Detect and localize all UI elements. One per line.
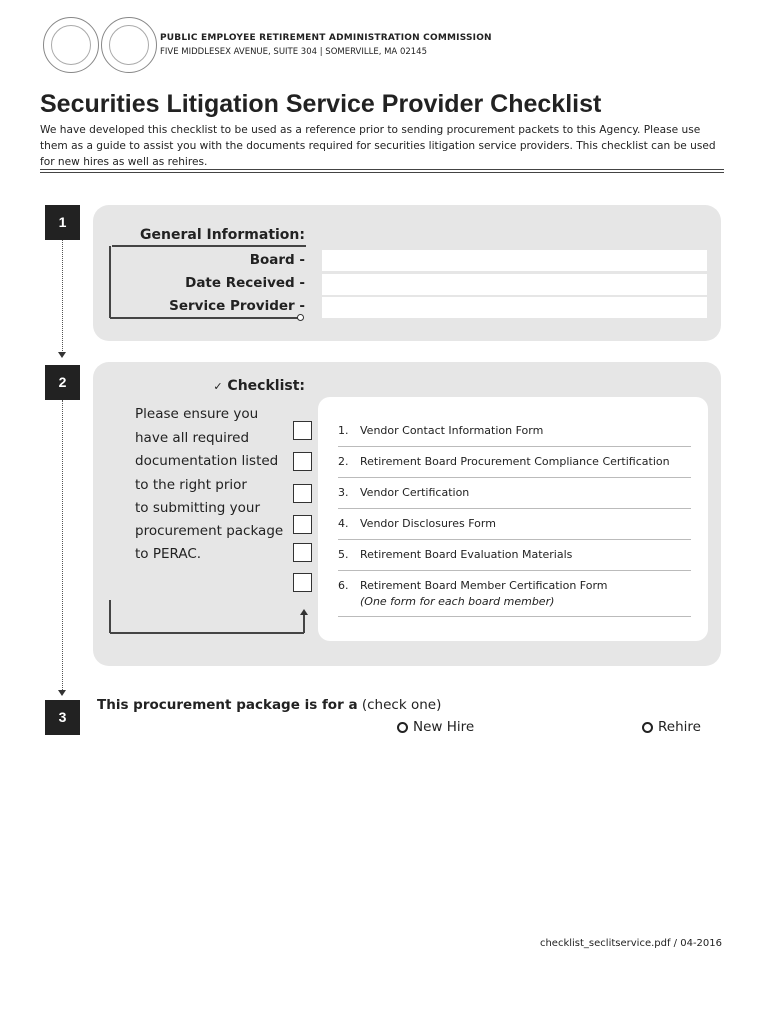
divider	[40, 172, 724, 173]
connector-line	[62, 240, 63, 353]
separator	[338, 446, 691, 447]
separator	[338, 477, 691, 478]
org-name: PUBLIC EMPLOYEE RETIREMENT ADMINISTRATION COMMISSION	[160, 33, 492, 43]
instruction-text: to submitting your	[135, 500, 261, 516]
arrow-down-icon	[58, 352, 66, 358]
perac-seal-logo	[43, 17, 99, 73]
checkbox-item-3[interactable]	[293, 484, 312, 503]
bracket-line	[110, 317, 298, 319]
item-number: 1.	[338, 424, 349, 437]
radio-circle-icon	[397, 722, 408, 733]
checkbox-item-2[interactable]	[293, 452, 312, 471]
instruction-text: Please ensure you	[135, 406, 259, 422]
separator	[338, 539, 691, 540]
board-field[interactable]	[322, 250, 707, 271]
date-received-field[interactable]	[322, 274, 707, 295]
general-info-panel	[93, 205, 721, 341]
item-label: Retirement Board Procurement Compliance Certification	[360, 455, 670, 468]
separator	[338, 616, 691, 617]
bracket-line	[112, 245, 306, 247]
instruction-text: documentation listed	[135, 453, 279, 469]
bracket-line	[109, 600, 111, 633]
board-label: Board -	[249, 252, 305, 268]
massachusetts-seal-logo	[101, 17, 157, 73]
footer-filename: checklist_seclitservice.pdf / 04-2016	[539, 938, 722, 949]
checkbox-item-5[interactable]	[293, 543, 312, 562]
bracket-end-icon	[297, 314, 304, 321]
org-address: FIVE MIDDLESEX AVENUE, SUITE 304 | SOMERVILLE, MA 02145	[160, 47, 427, 57]
checkbox-item-1[interactable]	[293, 421, 312, 440]
separator	[338, 508, 691, 509]
general-info-heading: General Information:	[140, 227, 305, 243]
item-number: 3.	[338, 486, 349, 499]
instruction-text: have all required	[135, 430, 250, 446]
item-number: 2.	[338, 455, 349, 468]
item-number: 4.	[338, 517, 349, 530]
separator	[338, 570, 691, 571]
service-provider-field[interactable]	[322, 297, 707, 318]
connector-line	[62, 400, 63, 690]
item-note: (One form for each board member)	[360, 595, 555, 608]
step-2-badge: 2	[45, 365, 80, 400]
radio-circle-icon	[642, 722, 653, 733]
arrow-up-icon	[300, 609, 308, 615]
bracket-line	[109, 246, 111, 318]
instruction-text: procurement package	[135, 523, 284, 539]
item-label: Retirement Board Evaluation Materials	[360, 548, 573, 561]
bracket-line	[110, 632, 304, 634]
checkbox-item-4[interactable]	[293, 515, 312, 534]
page-title: Securities Litigation Service Provider Checklist	[40, 90, 602, 118]
bracket-line	[303, 614, 305, 633]
hire-type-prompt: This procurement package is for a (check one)	[97, 697, 442, 713]
item-label: Retirement Board Member Certification Form	[360, 579, 608, 592]
checkbox-item-6[interactable]	[293, 573, 312, 592]
step-1-badge: 1	[45, 205, 80, 240]
item-label: Vendor Certification	[360, 486, 470, 499]
item-label: Vendor Disclosures Form	[360, 517, 496, 530]
radio-new-hire[interactable]: New Hire	[397, 719, 474, 735]
arrow-down-icon	[58, 690, 66, 696]
checklist-heading: ✓ Checklist:	[213, 378, 305, 394]
date-received-label: Date Received -	[185, 275, 305, 291]
divider	[40, 169, 724, 170]
instruction-text: to PERAC.	[135, 546, 202, 562]
step-3-badge: 3	[45, 700, 80, 735]
service-provider-label: Service Provider -	[169, 298, 305, 314]
checkmark-icon: ✓	[213, 380, 223, 393]
item-label: Vendor Contact Information Form	[360, 424, 544, 437]
intro-text: We have developed this checklist to be used as a reference prior to sending procurement packets to this Agency. Please use them as a guide to assist you with the documents required for securities litigation service providers. This checklist can be used for new hires as well as rehires.	[40, 124, 716, 168]
radio-rehire[interactable]: Rehire	[642, 719, 701, 735]
instruction-text: to the right prior	[135, 477, 247, 493]
item-number: 5.	[338, 548, 349, 561]
item-number: 6.	[338, 579, 349, 592]
